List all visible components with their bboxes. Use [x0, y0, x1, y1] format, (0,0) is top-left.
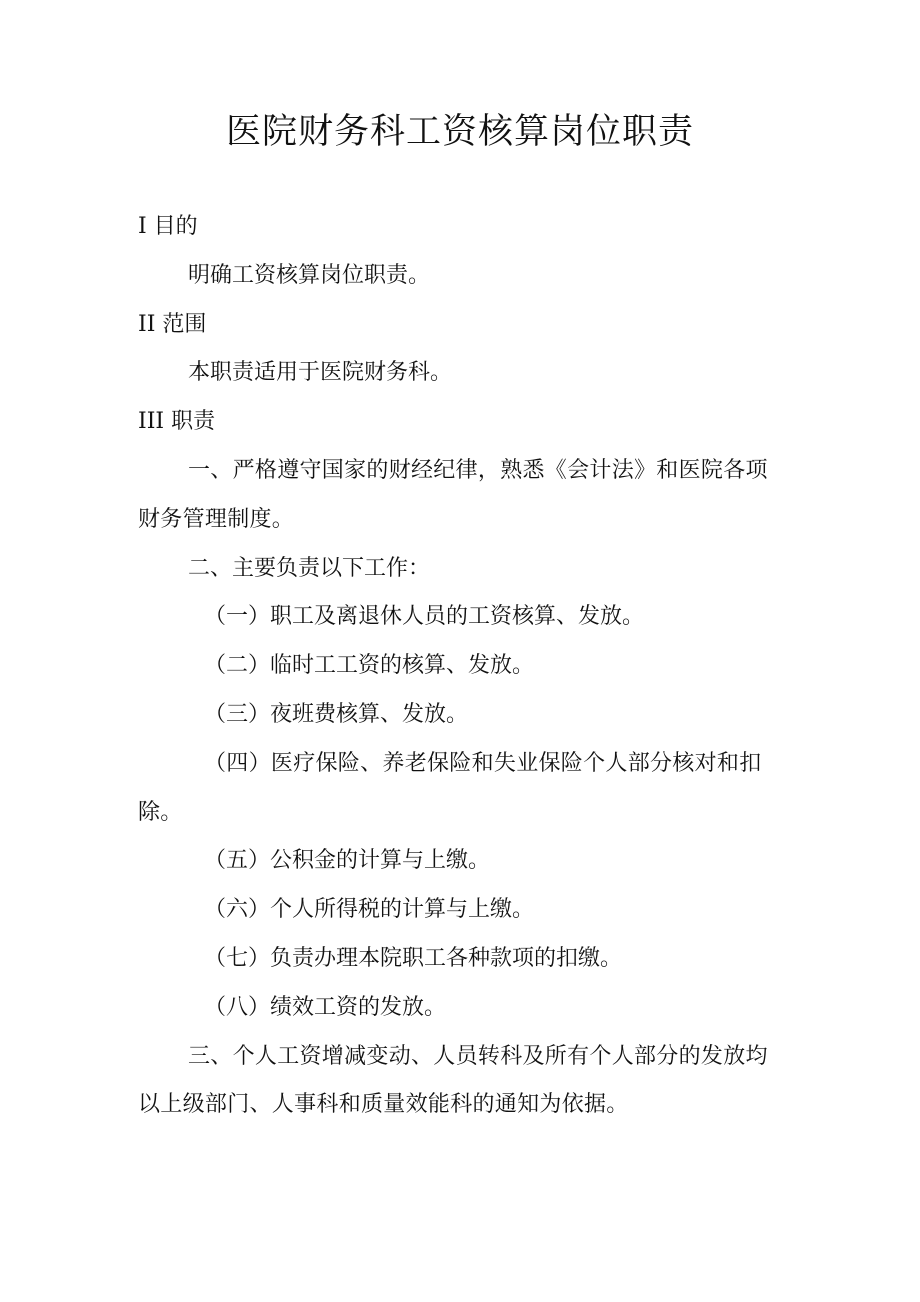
duty-sub-item-7: （七）负责办理本院职工各种款项的扣缴。 — [204, 945, 623, 971]
duty-item-2: 二、主要负责以下工作： — [188, 555, 431, 581]
document-title: 医院财务科工资核算岗位职责 — [225, 112, 694, 152]
document-body — [138, 203, 788, 1130]
duty-sub-item-8: （八）绩效工资的发放。 — [204, 994, 447, 1020]
scope-text: 本职责适用于医院财务科。 — [188, 360, 453, 386]
duty-sub-item-1: （一）职工及离退休人员的工资核算、发放。 — [204, 604, 645, 630]
section-heading-scope: II 范围 — [138, 311, 207, 337]
duty-sub-item-5: （五）公积金的计算与上缴。 — [204, 848, 491, 874]
section-heading-duties: III 职责 — [138, 409, 216, 435]
section-heading-purpose: I 目的 — [138, 214, 198, 239]
duty-item-3: 三、个人工资增减变动、人员转科及所有个人部分的发放均以上级部门、人事科和质量效能科的通知为依据。 — [138, 1043, 768, 1118]
duty-sub-item-2: （二）临时工工资的核算、发放。 — [204, 653, 535, 679]
purpose-text: 明确工资核算岗位职责。 — [188, 262, 431, 288]
duty-sub-item-4: （四）医疗保险、养老保险和失业保险个人部分核对和扣除。 — [138, 750, 762, 825]
duty-sub-item-6: （六）个人所得税的计算与上缴。 — [204, 897, 535, 923]
duty-sub-item-3: （三）夜班费核算、发放。 — [204, 701, 469, 727]
duty-item-1: 一、严格遵守国家的财经纪律，熟悉《会计法》和医院各项财务管理制度。 — [138, 457, 768, 532]
